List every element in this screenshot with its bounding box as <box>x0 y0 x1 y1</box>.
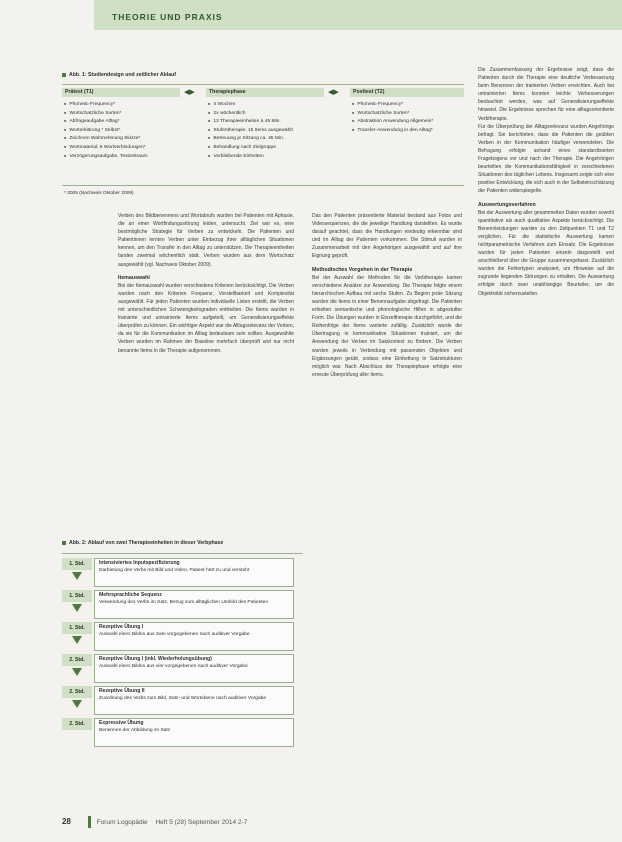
list-item: ■ Phonetic-Frequency* <box>352 100 433 109</box>
list-item: ■ 4 Wochen <box>208 100 293 109</box>
step-desc: Auswahl eines Bildes aus vier vorgegebenen nach auditiver Vorgabe <box>99 664 248 669</box>
paragraph: Für die Überprüfung der Alltagsrelevanz wurden Angehörige befragt. Sie berichteten, dass die Patienten die geübten Verben in der Kommunikation häufiger verwendeten. Die Befragung erfolgte anhand eines standardisierten Fragebogens vor und nach der Therapie. Die Angehörigen beurteilten die Kommunikationsfähigkeit in verschiedenen Situationen des täglichen Lebens. Insgesamt zeigte sich eine positive Entwicklung, die sich auch in der Selbsteinschätzung der Patienten widerspiegelte. <box>478 123 614 195</box>
posttest-list <box>352 100 433 134</box>
list-item: ■ Abfrageaufgabe Alltag* <box>64 117 148 126</box>
phase-head-therapy: Therapiephase <box>206 88 324 97</box>
therapy-step <box>62 590 302 621</box>
figure2-caption-text: Abb. 2: Ablauf von zwei Therapieeinheiten in dieser Verbphase <box>69 540 224 546</box>
step-box <box>94 718 294 747</box>
step-label: 2. Std. <box>62 686 92 698</box>
step-label: 1. Std. <box>62 558 92 570</box>
figure1-caption <box>62 72 176 78</box>
step-title: Rezeptive Übung II <box>99 688 145 694</box>
paragraph: Das den Patienten präsentierte Material bestand aus Fotos und Videosequenzen, die die jeweilige Handlung darstellten. Es wurde darauf geachtet, dass die Handlungen eindeutig erkennbar sind und im Alltag der Patienten vorkommen. Die Stimuli wurden in Zusammenarbeit mit den Angehörigen ausgewählt und auf ihre Eignung geprüft. <box>312 213 462 260</box>
list-item: ■ Wortschatzliche Sorten* <box>64 109 148 118</box>
paragraph: Bei der Itemauswahl wurden verschiedene Kriterien berücksichtigt. Die Verben wurden nach den Kriterien Frequenz, Vorstellbarkeit und Komplexität ausgewählt. Für jeden Patienten wurden individuelle Listen erstellt, die Verben mit unterschiedlichen Schwierigkeitsgraden enthielten. Die Items wurden in trainierte und untrainierte Items aufgeteilt, um Generalisierungseffekte überprüfen zu können. Ein wichtiger Aspekt war die Alltagsrelevanz der Verben, da sie für die Kommunikation im Alltag bedeutsam sein sollten. Ausgewählte Verben wurden im Rahmen der Baseline mehrfach überprüft und nur nicht benannte Items in die Therapie aufgenommen. <box>118 282 294 354</box>
step-box <box>94 590 294 619</box>
list-item: ■ Verbleibende Einheiten <box>208 152 293 161</box>
step-label: 1. Std. <box>62 622 92 634</box>
step-box <box>94 622 294 651</box>
step-box <box>94 686 294 715</box>
step-label: 2. Std. <box>62 654 92 666</box>
section-heading: Itemauswahl <box>118 274 150 281</box>
figure2-therapy-flow <box>62 553 302 816</box>
bullet-square-icon <box>62 541 66 545</box>
step-label: 2. Std. <box>62 718 92 730</box>
section-title: THEORIE UND PRAXIS <box>112 12 223 22</box>
list-item: ■ Stufentherapie: 15 Items ausgewählt <box>208 126 293 135</box>
phase-head-pretest: Prätest (T1) <box>62 88 180 97</box>
therapy-step <box>62 686 302 717</box>
step-title: Mehrsprachliche Sequenz <box>99 592 162 598</box>
therapy-step <box>62 558 302 589</box>
pretest-list <box>64 100 148 160</box>
arrow-down-icon <box>72 636 82 644</box>
article-column-2 <box>312 212 462 379</box>
list-item: ■ Abstraktion Anwendung Allgemein* <box>352 117 433 126</box>
section-heading: Methodisches Vorgehen in der Therapie <box>312 266 413 273</box>
figure1-study-design <box>62 84 464 186</box>
step-title: Rezeptive Übung I <box>99 624 144 630</box>
list-item: ■ Wortschatzliche Sorten* <box>352 109 433 118</box>
page-footer <box>62 817 247 826</box>
list-item: ■ Phonetic-Frequency* <box>64 100 148 109</box>
list-item: ■ Zeichnen Wahrnehmung Skizze* <box>64 134 148 143</box>
journal-name: Forum Logopädie <box>96 819 148 826</box>
step-label: 1. Std. <box>62 590 92 602</box>
list-item: ■ Worterklärung * Selbst* <box>64 126 148 135</box>
paragraph: Bei der Auswertung aller gesammelten Daten wurden sowohl quantitative als auch qualitative Aspekte berücksichtigt. Die Benennleistungen wurden zu den Zeitpunkten T1 und T2 verglichen. Für die statistische Auswertung kamen nichtparametrische Verfahren zum Einsatz. Die Ergebnisse wurden für jeden Patienten einzeln dargestellt und anschließend über die Gruppe zusammengefasst. Zusätzlich wurden die Fehlertypen analysiert, um Hinweise auf die zugrunde liegenden Störungen zu erhalten. Die Auswertung erfolgte durch zwei unabhängige Beurteiler, um die Objektivität sicherzustellen. <box>478 209 614 297</box>
step-title: Intensiviertes Inputspezifizierung <box>99 560 180 566</box>
figure1-footnote: * 2005 (Nachweis Oktober 2009) <box>64 191 134 196</box>
figure1-caption-text: Abb. 1: Studiendesign und zeitlicher Ablauf <box>69 72 177 78</box>
journal-issue: Heft 5 (28) September 2014 2-7 <box>155 819 248 826</box>
therapy-step <box>62 718 302 749</box>
therapy-step <box>62 654 302 685</box>
list-item: ■ Behandlung nach Zielgruppe <box>208 143 293 152</box>
arrow-down-icon <box>72 572 82 580</box>
list-item: ■ 12 Therapieeinheiten à 45 Min. <box>208 117 293 126</box>
arrow-right-icon: ◀▶ <box>328 89 339 96</box>
paragraph: Verben des Bildbenennens und Wortabrufs wurden bei Patienten mit Aphasie, die an einer Wortfindungsstörung leiden, untersucht. Ziel war es, eine bestmögliche Strategie für Verben zu entwickeln. Die Patienten und Patientinnen lernten Verben unter Einbezug ihrer alltäglichen Situationen kennen, um den Transfer in den Alltag zu unterstützen. Die Therapieeinheiten fanden zweimal wöchentlich statt. Verben wurden aus dem Wortschatz ausgewählt (vgl. Nachweis Oktober 2009). <box>118 213 294 268</box>
arrow-down-icon <box>72 700 82 708</box>
step-desc: Benennen der Abbildung im Satz <box>99 728 171 733</box>
step-title: Rezeptive Übung I (inkl. Wiederholungsübung) <box>99 656 212 662</box>
list-item: ■ Betreuung je Sitzung ca. 45 Min. <box>208 134 293 143</box>
list-item: ■ 2x wöchentlich <box>208 109 293 118</box>
arrow-down-icon <box>72 668 82 676</box>
step-box <box>94 558 294 587</box>
arrow-down-icon <box>72 604 82 612</box>
section-heading: Auswertungsverfahren <box>478 201 536 208</box>
phase-head-posttest: Posttest (T2) <box>350 88 464 97</box>
step-desc: Zuordnung des Verbs zum Bild, Satz- und Wortebene nach auditiver Vorgabe <box>99 696 267 701</box>
step-desc: Verwendung des Verbs im Satz, Bezug zum alltäglichen Umfeld des Patienten <box>99 600 269 605</box>
paragraph: Die Zusammenfassung der Ergebnisse zeigt, dass die Patienten durch die Therapie eine deutliche Verbesserung beim Benennen der trainierten Verben erreichten. Auch bei untrainierten Items konnten leichte Verbesserungen beobachtet werden, was auf Generalisierungseffekte hinweist. Die Ergebnisse sprechen für eine alltagsorientierte Verbtherapie. <box>478 67 614 122</box>
therapy-list <box>208 100 293 160</box>
paragraph: Bei der Auswahl der Methoden für die Verbtherapie kamen verschiedene Ansätze zur Anwendung. Die Therapie folgte einem hierarchischen Aufbau mit sechs Stufen. Zu Beginn jeder Sitzung wurden die Items in einer Benennaufgabe abgefragt. Die Patienten erhielten semantische und phonologische Hilfen in abgestufter Form. Die Übungen wurden in Einzeltherapie durchgeführt, und die Reihenfolge der Items variierte zufällig. Zusätzlich wurde die Übertragung in kommunikative Situationen trainiert, um die Anwendung der Verben im Satzkontext zu fördern. Die Verben wurden jeweils in Verbindung mit passenden Objekten und Ergänzungen geübt, sodass eine Einbettung in Satzstrukturen möglich war. Nach Abschluss der Therapiephase erfolgte eine erneute Überprüfung aller Items. <box>312 274 462 378</box>
step-desc: Auswahl eines Bildes aus zwei vorgegebenen nach auditiver Vorgabe <box>99 632 250 637</box>
list-item: ■ Transfer-Anwendung in den Alltag* <box>352 126 433 135</box>
article-column-3 <box>478 66 614 298</box>
page-number: 28 <box>62 817 71 826</box>
therapy-step <box>62 622 302 653</box>
bullet-square-icon <box>62 73 66 77</box>
step-box <box>94 654 294 683</box>
list-item: ■ Verzögerungsaufgabe, Testzeitraum <box>64 152 148 161</box>
figure2-caption <box>62 540 302 546</box>
list-item: ■ Wortmaterial, 6 Wortverbindungen* <box>64 143 148 152</box>
article-column-1 <box>118 212 294 355</box>
step-desc: Darbietung des Verbs mit Bild und Video, Patient hört zu und versteht <box>99 568 250 573</box>
step-title: Expressive Übung <box>99 720 144 726</box>
arrow-right-icon: ◀▶ <box>184 89 195 96</box>
